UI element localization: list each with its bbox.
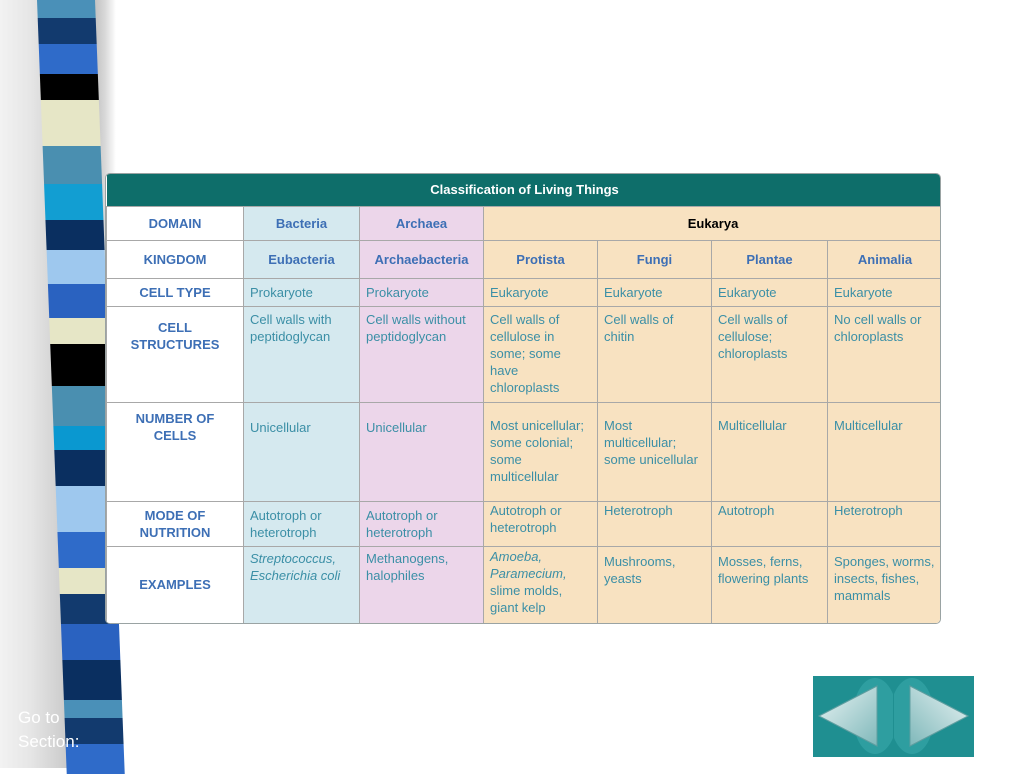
- cell-type-cell: Eukaryote: [712, 278, 828, 306]
- row-label-cell-type: CELL TYPE: [107, 278, 244, 306]
- nutrition-cell: Autotroph or heterotroph: [484, 501, 598, 546]
- stripe-band: [37, 0, 96, 18]
- right-arrow-icon: [894, 676, 974, 757]
- stripe-band: [41, 100, 101, 146]
- next-button[interactable]: [894, 676, 974, 757]
- number-of-cells-cell: Most unicellular; some colonial; some multicellular: [484, 402, 598, 501]
- stripe-band: [39, 44, 98, 74]
- number-of-cells-cell: Most multicellular; some unicellular: [598, 402, 712, 501]
- row-label-cell-structures: CELL STRUCTURES: [107, 306, 244, 402]
- cell-type-cell: Prokaryote: [360, 278, 484, 306]
- classification-table: [105, 173, 941, 624]
- row-label-number-of-cells: NUMBER OF CELLS: [107, 402, 244, 501]
- cell-type-cell: Eukaryote: [484, 278, 598, 306]
- stripe-band: [48, 284, 107, 318]
- cell-type-cell: Eukaryote: [828, 278, 942, 306]
- cell-structures-cell: No cell walls or chloroplasts: [828, 306, 942, 402]
- previous-button[interactable]: [813, 676, 893, 757]
- cell-structures-cell: Cell walls of chitin: [598, 306, 712, 402]
- cell-type-cell: Eukaryote: [598, 278, 712, 306]
- cell-type-cell: Prokaryote: [244, 278, 360, 306]
- domain-archaea: Archaea: [360, 206, 484, 240]
- number-of-cells-cell: Unicellular: [360, 402, 484, 501]
- nutrition-cell: Autotroph or heterotroph: [244, 501, 360, 546]
- cell-structures-cell: Cell walls of cellulose; chloroplasts: [712, 306, 828, 402]
- cell-structures-cell: Cell walls without peptidoglycan: [360, 306, 484, 402]
- number-of-cells-cell: Multicellular: [828, 402, 942, 501]
- stripe-band: [53, 426, 112, 450]
- kingdom-protista: Protista: [484, 240, 598, 278]
- number-of-cells-cell: Multicellular: [712, 402, 828, 501]
- examples-bacteria-text: Streptococcus, Escherichia coli: [250, 550, 341, 583]
- kingdom-fungi: Fungi: [598, 240, 712, 278]
- stripe-band: [38, 18, 97, 44]
- cell-structures-cell: Cell walls of cellulose in some; some have chloroplasts: [484, 306, 598, 402]
- examples-cell: [484, 546, 598, 623]
- stripe-band: [40, 74, 99, 100]
- stripe-band: [44, 184, 103, 220]
- domain-bacteria: Bacteria: [244, 206, 360, 240]
- table-title: Classification of Living Things: [107, 174, 942, 206]
- examples-cell: Sponges, worms, insects, fishes, mammals: [828, 546, 942, 623]
- cell-structures-cell: Cell walls with peptidoglycan: [244, 306, 360, 402]
- stripe-band: [50, 344, 110, 386]
- nutrition-cell: Autotroph or heterotroph: [360, 501, 484, 546]
- stripe-band: [62, 660, 122, 700]
- row-label-examples: EXAMPLES: [107, 546, 244, 623]
- row-label-mode-of-nutrition: MODE OF NUTRITION: [107, 501, 244, 546]
- examples-cell: [244, 546, 360, 623]
- stripe-band: [45, 220, 104, 250]
- row-label-kingdom: KINGDOM: [107, 240, 244, 278]
- domain-eukarya: Eukarya: [484, 206, 942, 240]
- examples-cell: Mosses, ferns, flowering plants: [712, 546, 828, 623]
- number-of-cells-cell: Unicellular: [244, 402, 360, 501]
- kingdom-eubacteria: Eubacteria: [244, 240, 360, 278]
- nutrition-cell: Heterotroph: [828, 501, 942, 546]
- stripe-band: [43, 146, 102, 184]
- kingdom-plantae: Plantae: [712, 240, 828, 278]
- stripe-band: [52, 386, 112, 426]
- examples-cell: Methanogens, halophiles: [360, 546, 484, 623]
- kingdom-animalia: Animalia: [828, 240, 942, 278]
- examples-cell: Mushrooms, yeasts: [598, 546, 712, 623]
- stripe-band: [47, 250, 106, 284]
- examples-protista-text: slime molds, giant kelp: [490, 582, 563, 615]
- stripe-band: [49, 318, 108, 344]
- go-to-section-label[interactable]: Go to Section:: [18, 708, 80, 751]
- row-label-domain: DOMAIN: [107, 206, 244, 240]
- navigation-panel: [813, 676, 974, 757]
- nutrition-cell: Heterotroph: [598, 501, 712, 546]
- left-arrow-icon: [813, 676, 893, 757]
- stripe-band: [61, 624, 120, 660]
- examples-protista-italic: Amoeba, Paramecium,: [490, 548, 567, 581]
- nutrition-cell: Autotroph: [712, 501, 828, 546]
- kingdom-archaebacteria: Archaebacteria: [360, 240, 484, 278]
